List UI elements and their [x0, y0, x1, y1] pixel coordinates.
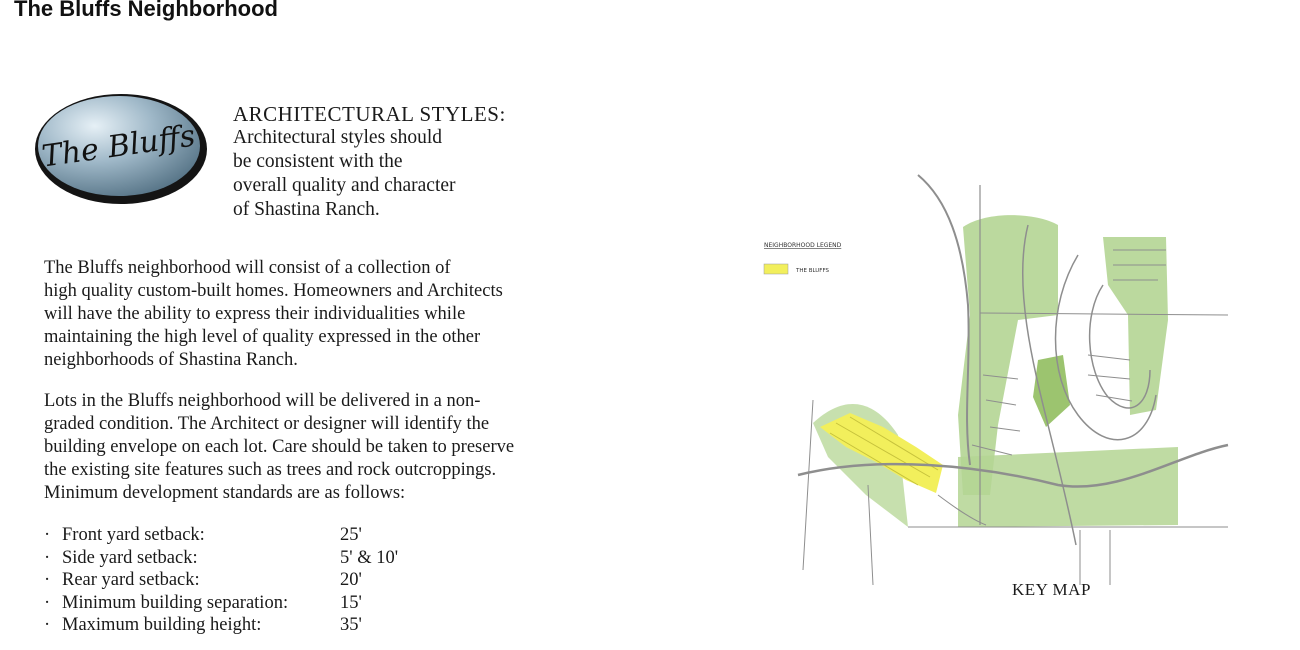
- styles-line: of Shastina Ranch.: [233, 199, 380, 220]
- bullet: ·: [44, 615, 51, 635]
- standard-label: Front yard setback:: [62, 525, 205, 545]
- bullet: ·: [44, 570, 51, 590]
- map-legend: [764, 242, 842, 274]
- bullet: ·: [44, 547, 51, 568]
- paragraph-line: building envelope on each lot. Care should be taken to preserve: [44, 437, 515, 457]
- standard-value: 5' & 10': [340, 547, 399, 568]
- standard-value: 15': [340, 592, 362, 613]
- paragraph-line: maintaining the high level of quality expressed in the other: [44, 327, 481, 347]
- architectural-styles-heading: ARCHITECTURAL STYLES:: [233, 102, 506, 126]
- legend-title: NEIGHBORHOOD LEGEND: [764, 242, 842, 249]
- legend-item: THE BLUFFS: [796, 268, 830, 274]
- paragraph-line: neighborhoods of Shastina Ranch.: [44, 350, 298, 370]
- key-map: [758, 165, 1238, 590]
- logo-text: The Bluffs: [39, 118, 198, 175]
- standard-value: 25': [340, 525, 362, 545]
- styles-line: be consistent with the: [233, 151, 403, 172]
- key-map-caption: KEY MAP: [1012, 580, 1091, 599]
- standard-label: Side yard setback:: [62, 547, 198, 568]
- development-standards-list: [44, 524, 464, 637]
- paragraph-line: the existing site features such as trees and rock outcroppings.: [44, 460, 497, 480]
- bullet: ·: [44, 525, 51, 545]
- standard-label: Minimum building separation:: [62, 592, 289, 613]
- paragraph-line: The Bluffs neighborhood will consist of a collection of: [44, 258, 451, 278]
- paragraph-line: graded condition. The Architect or designer will identify the: [44, 414, 490, 434]
- paragraph-line: high quality custom-built homes. Homeowners and Architects: [44, 281, 503, 301]
- paragraph-line: Minimum development standards are as follows:: [44, 483, 406, 503]
- standard-label: Maximum building height:: [62, 615, 262, 635]
- the-bluffs-logo: [30, 88, 212, 210]
- standard-value: 20': [340, 570, 362, 590]
- paragraph-line: Lots in the Bluffs neighborhood will be delivered in a non-: [44, 391, 481, 411]
- page-title: The Bluffs Neighborhood: [14, 0, 278, 21]
- standard-item: [44, 524, 464, 547]
- standard-item: [44, 569, 464, 592]
- bluffs-legend-swatch: [764, 264, 788, 274]
- paragraph-line: will have the ability to express their individualities while: [44, 304, 466, 324]
- standard-value: 35': [340, 615, 362, 635]
- standard-item: [44, 547, 464, 570]
- styles-line: Architectural styles should: [233, 127, 443, 148]
- intro-paragraph: [44, 257, 644, 372]
- standard-item: [44, 592, 464, 615]
- bullet: ·: [44, 592, 51, 613]
- standard-label: Rear yard setback:: [62, 570, 200, 590]
- architectural-styles: [233, 102, 563, 222]
- lots-paragraph: [44, 390, 644, 505]
- styles-line: overall quality and character: [233, 175, 456, 196]
- standard-item: [44, 614, 464, 637]
